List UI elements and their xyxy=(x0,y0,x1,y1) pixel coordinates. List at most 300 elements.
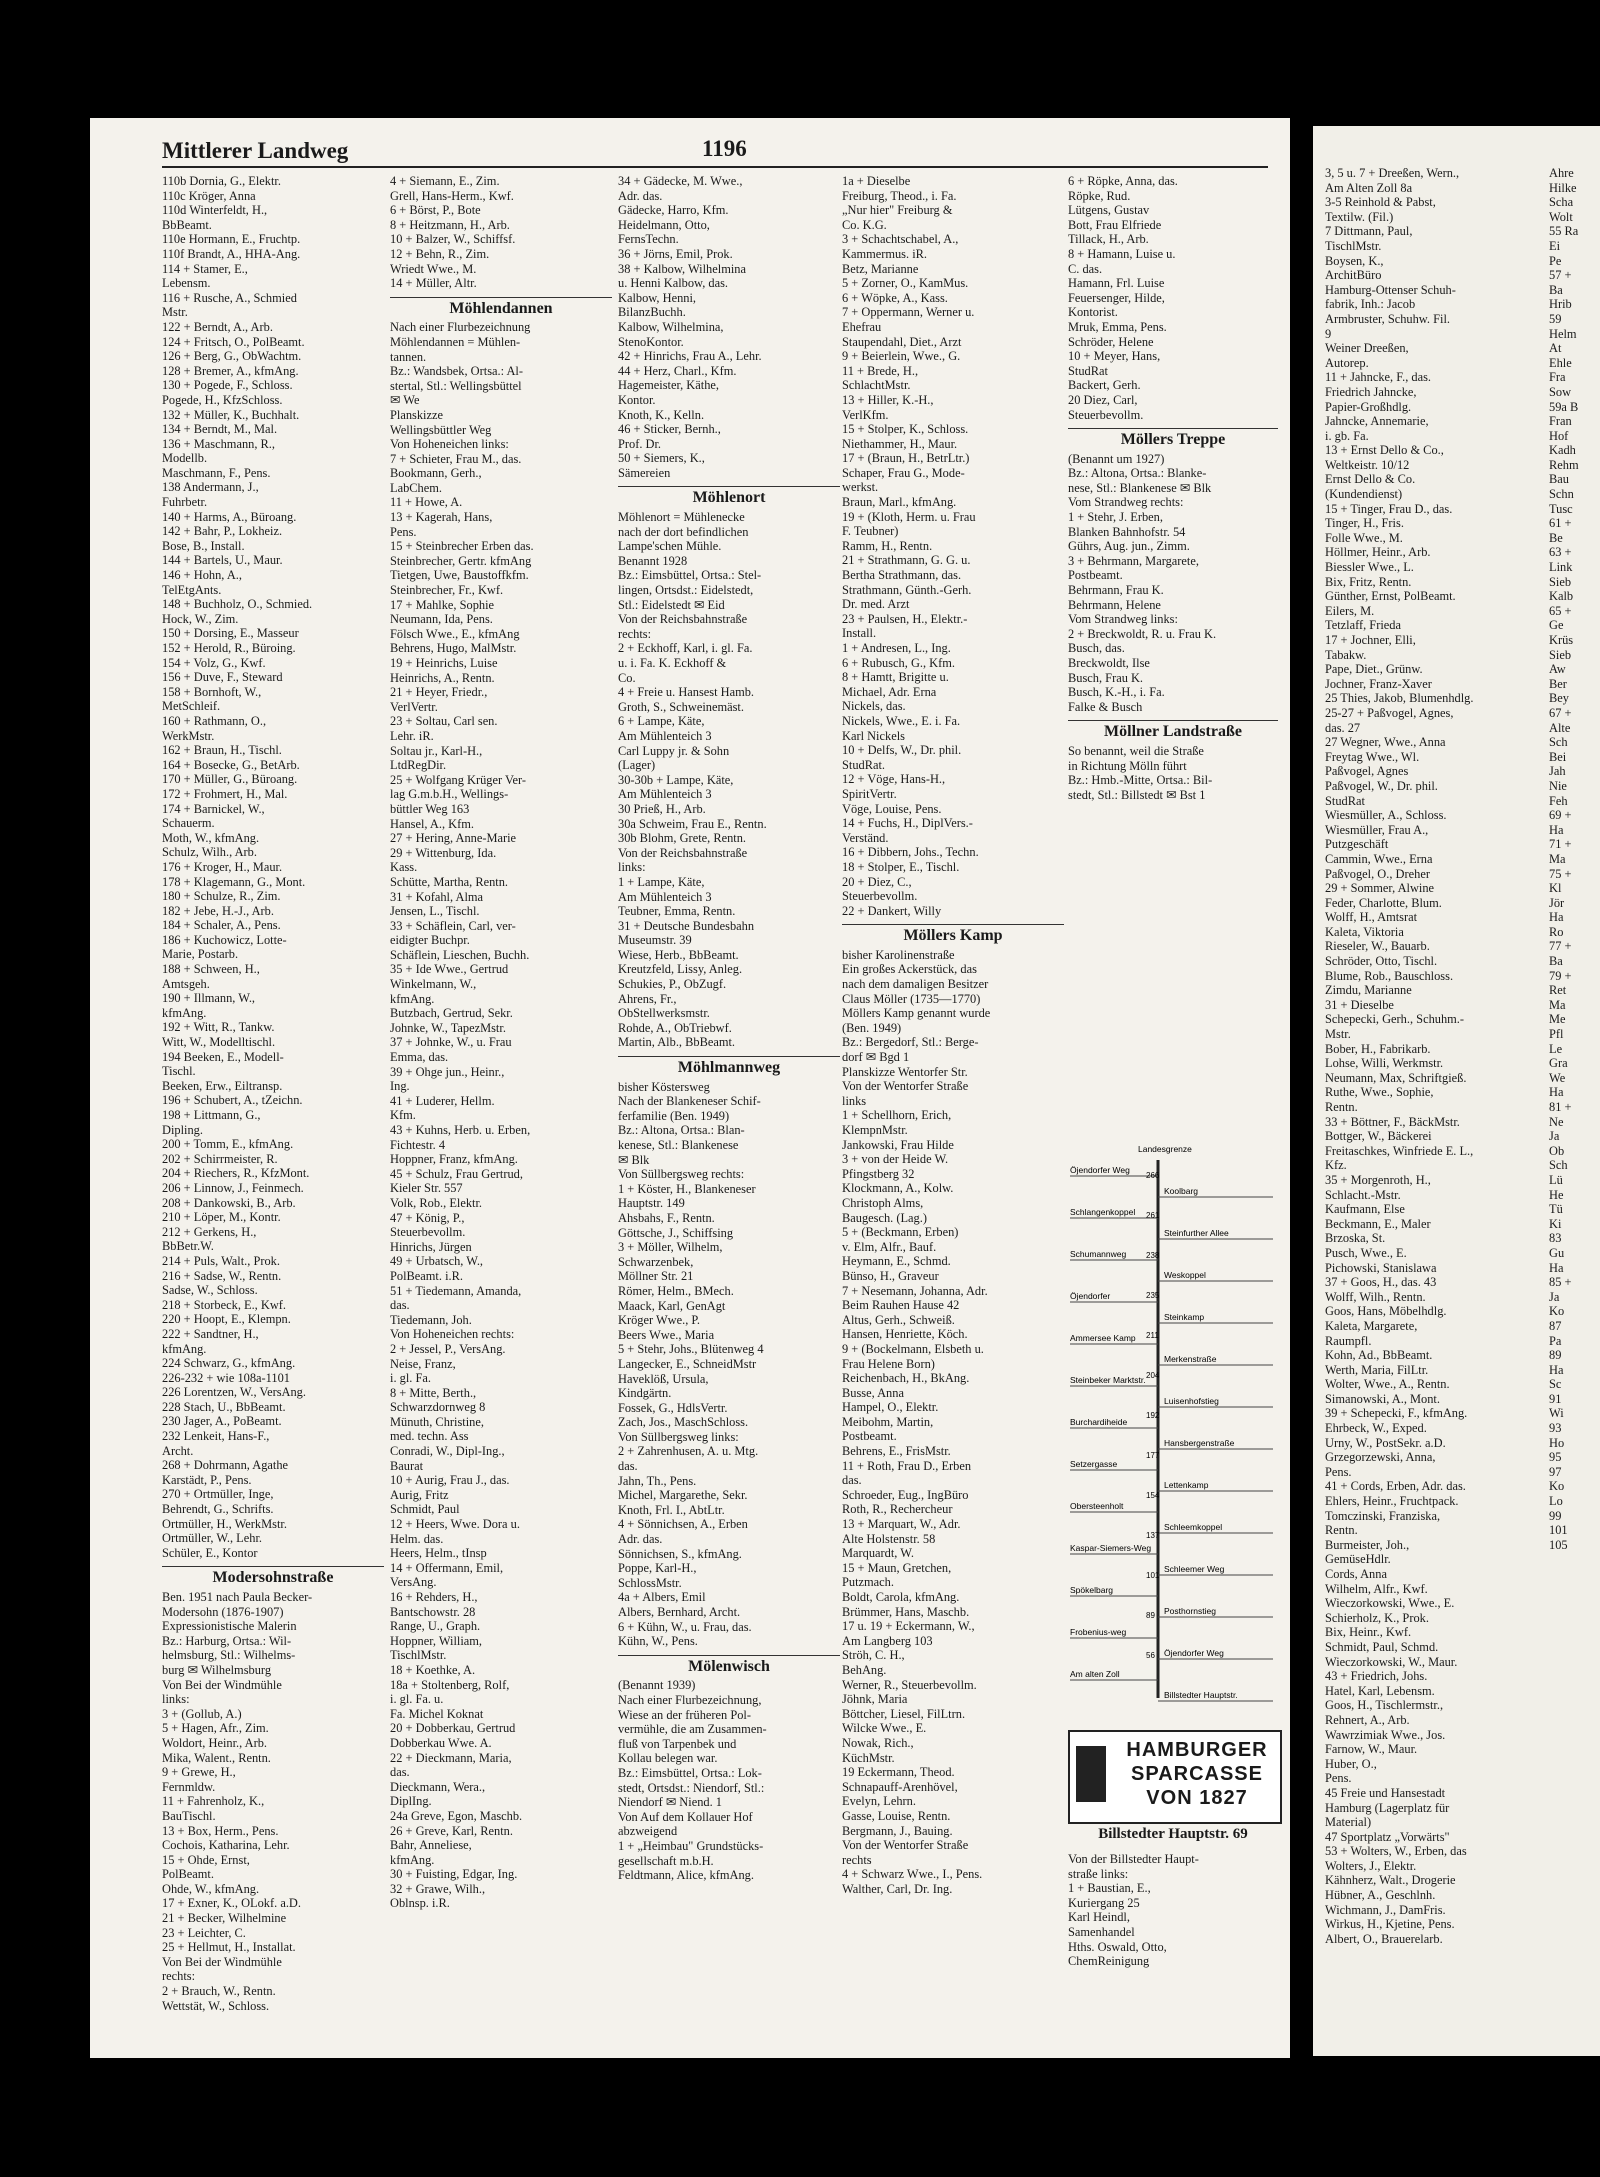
map-street-label: Lettenkamp xyxy=(1164,1480,1209,1490)
directory-entry: Ha xyxy=(1549,1085,1564,1100)
directory-entry: Pens. xyxy=(390,524,417,539)
directory-entry: 53 + Wolters, W., Erben, das xyxy=(1325,1844,1467,1859)
directory-entry: 21 + Becker, Wilhelmine xyxy=(162,1911,287,1926)
directory-entry: 95 xyxy=(1549,1450,1562,1465)
directory-entry: 1 + Köster, H., Blankeneser xyxy=(618,1181,756,1196)
directory-entry: BbBetr.W. xyxy=(162,1239,214,1254)
directory-entry: Rentn. xyxy=(1325,1523,1358,1538)
directory-entry: Amtsgeh. xyxy=(162,976,210,991)
directory-entry: vermühle, die am Zusammen- xyxy=(618,1722,767,1737)
directory-entry: 63 + xyxy=(1549,545,1572,560)
directory-entry: Pogede, H., KfzSchloss. xyxy=(162,392,283,407)
directory-entry: 26 + Greve, Karl, Rentn. xyxy=(390,1823,513,1838)
directory-entry: Jöhnk, Maria xyxy=(842,1692,908,1707)
directory-entry: ferfamilie (Ben. 1949) xyxy=(618,1108,730,1123)
directory-entry: Wieczorkowski, W., Maur. xyxy=(1325,1654,1458,1669)
directory-entry: Breckwoldt, Ilse xyxy=(1068,656,1150,670)
directory-entry: Poppe, Karl-H., xyxy=(618,1561,697,1576)
directory-entry: Helm xyxy=(1549,326,1577,341)
directory-entry: ArchitBüro xyxy=(1325,268,1382,283)
directory-entry: 2 + Eckhoff, Karl, i. gl. Fa. xyxy=(618,641,753,656)
directory-entry: VerlKfm. xyxy=(842,407,889,422)
directory-entry: We xyxy=(1549,1070,1566,1085)
directory-entry: 186 + Kuchowicz, Lotte- xyxy=(162,932,287,947)
directory-entry: Knoth, Frl. I., AbtLtr. xyxy=(618,1502,725,1517)
directory-entry: Möllers Kamp genannt wurde xyxy=(842,1006,991,1021)
directory-entry: 9 xyxy=(1325,326,1332,341)
directory-entry: Michael, Adr. Erna xyxy=(842,684,937,699)
directory-entry: 101 xyxy=(1549,1523,1568,1538)
directory-entry: 2 + Brauch, W., Rentn. xyxy=(162,1984,276,1999)
directory-entry: Beers Wwe., Maria xyxy=(618,1327,715,1342)
directory-entry: burg ✉ Wilhelmsburg xyxy=(162,1662,272,1677)
directory-entry: Soltau jr., Karl-H., xyxy=(390,743,483,758)
section-title: Möllers Treppe xyxy=(1068,428,1278,448)
directory-entry: Boldt, Carola, kfmAng. xyxy=(842,1590,960,1604)
directory-entry: 42 + Hinrichs, Frau A., Lehr. xyxy=(618,349,762,364)
directory-entry: 41 + Cords, Erben, Adr. das. xyxy=(1325,1479,1466,1494)
directory-entry: 16 + Dibbern, Johs., Techn. xyxy=(842,845,979,860)
directory-entry: Heinrichs, A., Rentn. xyxy=(390,670,495,685)
directory-entry: Schmidt, Paul, Schmd. xyxy=(1325,1639,1439,1654)
directory-entry: Rentn. xyxy=(1325,1100,1358,1114)
directory-entry: Modersohn (1876-1907) xyxy=(162,1604,284,1619)
directory-entry: das. 27 xyxy=(1325,720,1361,735)
directory-entry: Tü xyxy=(1549,1202,1563,1217)
directory-entry: bisher Karolinenstraße xyxy=(842,947,955,962)
directory-entry: 81 + xyxy=(1549,1100,1572,1114)
directory-entry: Claus Möller (1735—1770) xyxy=(842,991,981,1006)
directory-entry: Kfz. xyxy=(1325,1158,1347,1173)
directory-entry: 11 + Brede, H., xyxy=(842,363,919,378)
directory-entry: Schwarzenbek, xyxy=(618,1254,694,1269)
directory-entry: Cords, Anna xyxy=(1325,1567,1387,1581)
map-street-label: Weskoppel xyxy=(1164,1270,1206,1280)
directory-entry: Höllmer, Heinr., Arb. xyxy=(1325,545,1431,560)
directory-entry: 1 + Schellhorn, Erich, xyxy=(842,1108,952,1123)
directory-entry: 43 + Friedrich, Johs. xyxy=(1325,1669,1428,1684)
directory-entry: Ha xyxy=(1549,1362,1564,1377)
directory-entry: Sc xyxy=(1549,1377,1562,1392)
directory-entry: Gührs, Aug. jun., Zimm. xyxy=(1068,539,1190,554)
directory-entry: Dipling. xyxy=(162,1122,203,1137)
column-5-continued xyxy=(1068,1852,1278,1969)
directory-entry: 30 Prieß, H., Arb. xyxy=(618,801,706,816)
directory-entry: 11 + Jahncke, F., das. xyxy=(1325,370,1432,385)
directory-entry: Hatel, Karl, Lebensm. xyxy=(1325,1683,1435,1698)
directory-entry: SchlachtMstr. xyxy=(842,378,911,393)
directory-entry: nese, Stl.: Blankenese ✉ Blk xyxy=(1068,480,1212,495)
directory-entry: Hamburg (Lagerplatz für xyxy=(1325,1800,1450,1815)
directory-entry: Frau Helene Born) xyxy=(842,1356,935,1371)
directory-entry: Urny, W., PostSekr. a.D. xyxy=(1325,1435,1446,1450)
directory-entry: 150 + Dorsing, E., Masseur xyxy=(162,626,299,641)
directory-entry: Bau xyxy=(1549,472,1569,487)
directory-entry: Volk, Rob., Elektr. xyxy=(390,1195,483,1210)
directory-entry: Schepecki, Gerh., Schuhm.- xyxy=(1325,1012,1465,1027)
directory-entry: 4 + Freie u. Hansest Hamb. xyxy=(618,685,755,700)
directory-entry: Von Süllbergsweg links: xyxy=(618,1429,739,1444)
street-sketch-map xyxy=(1068,1138,1278,1718)
directory-entry: 14 + Offermann, Emil, xyxy=(390,1560,504,1575)
directory-entry: Tabakw. xyxy=(1325,647,1367,662)
directory-entry: Weiner Dreeßen, xyxy=(1325,341,1409,356)
ad-line: HAMBURGER xyxy=(1126,1739,1268,1761)
directory-entry: Behrens, Hugo, MalMstr. xyxy=(390,641,517,656)
directory-entry: büttler Weg 163 xyxy=(390,801,470,816)
map-street-label: Schumannweg xyxy=(1070,1249,1127,1259)
column-5 xyxy=(1068,174,1278,802)
directory-entry: 87 xyxy=(1549,1318,1562,1333)
directory-entry: 79 + xyxy=(1549,968,1572,983)
directory-entry: Busch, K.-H., i. Fa. xyxy=(1068,685,1165,700)
directory-entry: 41 + Luderer, Hellm. xyxy=(390,1093,495,1108)
directory-entry: StenoKontor. xyxy=(618,334,684,349)
map-street-label: Koolbarg xyxy=(1164,1186,1199,1196)
directory-entry: 15 + Steinbrecher Erben das. xyxy=(390,539,534,554)
directory-entry: Göttsche, J., Schiffsing xyxy=(618,1225,734,1240)
directory-entry: 25 + Hellmut, H., Installat. xyxy=(162,1940,296,1955)
directory-entry: 184 + Schaler, A., Pens. xyxy=(162,918,281,933)
directory-entry: Material) xyxy=(1325,1815,1372,1830)
directory-entry: Behrmann, Helene xyxy=(1068,597,1161,612)
directory-entry: Am Alten Zoll 8a xyxy=(1325,180,1413,195)
directory-entry: Möllner Str. 21 xyxy=(618,1269,694,1284)
directory-entry: 114 + Stamer, E., xyxy=(162,261,248,276)
directory-entry: 21 + Strathmann, G. G. u. xyxy=(842,553,971,568)
directory-entry: Freitaschkes, Winfriede E. L., xyxy=(1325,1143,1474,1158)
directory-entry: Nach einer Flurbezeichnung, xyxy=(618,1692,762,1707)
directory-entry: Sämereien xyxy=(618,465,671,480)
directory-entry: Knoth, K., Kelln. xyxy=(618,407,705,422)
directory-entry: Bz.: Wandsbek, Ortsa.: Al- xyxy=(390,364,523,379)
directory-entry: Huber, O., xyxy=(1325,1756,1377,1771)
directory-entry: 13 + Box, Herm., Pens. xyxy=(162,1823,279,1838)
directory-entry: Co. xyxy=(618,670,636,685)
directory-entry: Hoppner, Franz, kfmAng. xyxy=(390,1152,518,1167)
section-title: Möhlendannen xyxy=(390,297,612,317)
directory-entry: Nach der Blankeneser Schif- xyxy=(618,1094,761,1109)
map-house-number: 56 xyxy=(1146,1651,1155,1660)
directory-entry: 10 + Aurig, Frau J., das. xyxy=(390,1473,510,1488)
directory-entry: 34 + Gädecke, M. Wwe., xyxy=(618,174,743,188)
directory-entry: 15 + Stolper, K., Schloss. xyxy=(842,422,969,437)
directory-entry: StudRat xyxy=(1068,363,1108,378)
directory-entry: Putzmach. xyxy=(842,1575,894,1590)
directory-entry: BilanzBuchh. xyxy=(618,305,686,320)
map-street-label: Öjendorfer Weg xyxy=(1164,1648,1224,1658)
directory-entry: 17 + Exner, K., OLokf. a.D. xyxy=(162,1896,301,1911)
directory-entry: straße links: xyxy=(1068,1866,1129,1881)
directory-entry: StudRat xyxy=(1325,793,1365,808)
directory-entry: Ortmüller, W., Lehr. xyxy=(162,1531,262,1546)
directory-entry: Wolters, J., Elektr. xyxy=(1325,1858,1417,1873)
directory-entry: Neumann, Max, Schriftgieß. xyxy=(1325,1070,1467,1085)
directory-entry: Farnow, W., Maur. xyxy=(1325,1742,1418,1757)
directory-entry: Ge xyxy=(1549,618,1564,633)
directory-entry: 136 + Maschmann, R., xyxy=(162,436,275,451)
directory-entry: Von der Wentorfer Straße xyxy=(842,1838,969,1853)
directory-entry: in Richtung Mölln führt xyxy=(1068,758,1187,773)
directory-entry: Wiese an der früheren Pol- xyxy=(618,1707,751,1722)
directory-entry: 19 Eckermann, Theod. xyxy=(842,1765,955,1780)
directory-entry: Bz.: Eimsbüttel, Ortsa.: Lok- xyxy=(618,1765,762,1780)
directory-entry: Betz, Marianne xyxy=(842,261,919,276)
directory-entry: 182 + Jebe, H.-J., Arb. xyxy=(162,903,274,918)
directory-entry: 16 + Rehders, H., xyxy=(390,1590,478,1604)
directory-entry: lag G.m.b.H., Wellings- xyxy=(390,787,509,802)
directory-entry: bisher Köstersweg xyxy=(618,1079,710,1094)
directory-entry: 12 + Heers, Wwe. Dora u. xyxy=(390,1517,520,1532)
section-title: Möhlmannweg xyxy=(618,1056,840,1076)
directory-entry: Lampe'schen Mühle. xyxy=(618,539,722,554)
directory-entry: 59a B xyxy=(1549,399,1579,414)
directory-entry: 25-27 + Paßvogel, Agnes, xyxy=(1325,705,1454,720)
directory-entry: abzweigend xyxy=(618,1824,678,1839)
directory-entry: Ja xyxy=(1549,1289,1560,1304)
directory-entry: Adr. das. xyxy=(618,188,663,203)
directory-entry: MetSchleif. xyxy=(162,699,221,714)
directory-entry: So benannt, weil die Straße xyxy=(1068,743,1204,758)
directory-entry: 18 + Koethke, A. xyxy=(390,1662,476,1677)
directory-entry: Busch, Frau K. xyxy=(1068,670,1144,685)
directory-entry: Bz.: Eimsbüttel, Ortsa.: Stel- xyxy=(618,568,762,583)
directory-entry: 110e Hormann, E., Fruchtp. xyxy=(162,232,301,247)
directory-entry: 10 + Meyer, Hans, xyxy=(1068,349,1161,364)
directory-entry: Rehnert, A., Arb. xyxy=(1325,1712,1410,1727)
directory-entry: Tusc xyxy=(1549,501,1573,516)
map-house-number: 137 xyxy=(1146,1531,1160,1540)
ad-line: SPARCASSE xyxy=(1131,1763,1263,1785)
directory-entry: 9 + Grewe, H., xyxy=(162,1765,236,1780)
directory-entry: 33 + Böttner, F., BäckMstr. xyxy=(1325,1114,1460,1129)
directory-entry: 61 + xyxy=(1549,516,1572,531)
directory-entry: „Nur hier" Freiburg & xyxy=(842,203,953,218)
directory-entry: ✉ Blk xyxy=(618,1152,650,1167)
map-street-label: Schlangenkoppel xyxy=(1070,1207,1136,1217)
directory-entry: KlempnMstr. xyxy=(842,1123,908,1137)
directory-entry: 99 xyxy=(1549,1508,1562,1523)
directory-entry: Paßvogel, Agnes xyxy=(1325,764,1409,779)
directory-entry: 3 + Möller, Wilhelm, xyxy=(618,1240,723,1255)
directory-entry: 37 + Johnke, W., u. Frau xyxy=(390,1035,512,1050)
map-street-label: Öjendorfer xyxy=(1070,1291,1111,1301)
directory-entry: Beeken, Erw., Eiltransp. xyxy=(162,1078,283,1093)
directory-entry: Bz.: Bergedorf, Stl.: Berge- xyxy=(842,1035,979,1050)
directory-entry: Ro xyxy=(1549,924,1564,939)
directory-entry: Albers, Bernhard, Archt. xyxy=(618,1605,741,1619)
directory-entry: 97 xyxy=(1549,1464,1562,1479)
directory-entry: Vom Strandweg rechts: xyxy=(1068,495,1184,510)
directory-entry: Werner, R., Steuerbevollm. xyxy=(842,1677,977,1692)
directory-entry: Wolff, H., Amtsrat xyxy=(1325,910,1418,925)
directory-entry: FernsTechn. xyxy=(618,232,679,247)
directory-entry: 35 + Ide Wwe., Gertrud xyxy=(390,962,509,977)
directory-entry: Tinger, H., Fris. xyxy=(1325,516,1404,531)
directory-entry: Von Bei der Windmühle xyxy=(162,1954,282,1969)
directory-entry: Rohde, A., ObTriebwf. xyxy=(618,1020,732,1035)
map-house-number: 204 xyxy=(1146,1371,1160,1380)
directory-entry: Boysen, K., xyxy=(1325,253,1384,268)
directory-entry: 216 + Sadse, W., Rentn. xyxy=(162,1268,282,1283)
directory-entry: 194 Beeken, E., Modell- xyxy=(162,1049,284,1064)
directory-entry: 11 + Roth, Frau D., Erben xyxy=(842,1458,972,1473)
directory-entry: Bober, H., Fabrikarb. xyxy=(1325,1041,1431,1056)
directory-entry: Wilhelm, Alfr., Kwf. xyxy=(1325,1581,1428,1596)
directory-entry: Brümmer, Hans, Maschb. xyxy=(842,1604,970,1619)
directory-entry: Hrib xyxy=(1549,297,1572,312)
directory-entry: Feder, Charlotte, Blum. xyxy=(1325,895,1442,910)
directory-entry: 39 + Ohge jun., Heinr., xyxy=(390,1064,505,1079)
section-title: Mölenwisch xyxy=(618,1655,840,1675)
directory-entry: 12 + Behn, R., Zim. xyxy=(390,246,490,261)
directory-entry: Kontor. xyxy=(618,392,656,407)
directory-entry: 148 + Buchholz, O., Schmied. xyxy=(162,597,313,612)
directory-entry: Folle Wwe., M. xyxy=(1325,530,1403,545)
map-house-number: 177 xyxy=(1146,1451,1160,1460)
directory-entry: 5 + (Beckmann, Erben) xyxy=(842,1225,959,1240)
directory-entry: TischlMstr. xyxy=(390,1648,447,1663)
directory-entry: 32 + Grawe, Wilh., xyxy=(390,1881,486,1896)
directory-entry: fabrik, Inh.: Jacob xyxy=(1325,297,1416,312)
directory-entry: 128 + Bremer, A., kfmAng. xyxy=(162,363,299,378)
directory-entry: 15 + Maun, Gretchen, xyxy=(842,1560,952,1575)
directory-entry: 4 + Sönnichsen, A., Erben xyxy=(618,1517,748,1532)
directory-entry: Fichtestr. 4 xyxy=(390,1137,446,1152)
directory-entry: Ahsbahs, F., Rentn. xyxy=(618,1210,715,1225)
directory-entry: Reichenbach, H., BkAng. xyxy=(842,1371,970,1386)
directory-entry: Bz.: Hmb.-Mitte, Ortsa.: Bil- xyxy=(1068,773,1213,788)
directory-entry: Vöge, Louise, Pens. xyxy=(842,801,942,816)
directory-entry: 226 Lorentzen, W., VersAng. xyxy=(162,1385,306,1400)
directory-entry: Tillack, H., Arb. xyxy=(1068,232,1149,247)
directory-entry: 122 + Berndt, A., Arb. xyxy=(162,319,273,334)
directory-entry: Wriedt Wwe., M. xyxy=(390,261,477,276)
directory-entry: gesellschaft m.b.H. xyxy=(618,1853,714,1868)
directory-entry: Burmeister, Joh., xyxy=(1325,1537,1410,1552)
directory-entry: Sch xyxy=(1549,1158,1568,1173)
directory-entry: Nie xyxy=(1549,778,1567,793)
directory-entry: Cochois, Katharina, Lehr. xyxy=(162,1838,290,1853)
directory-entry: 200 + Tomm, E., kfmAng. xyxy=(162,1137,294,1152)
directory-entry: 3-5 Reinhold & Pabst, xyxy=(1325,195,1436,210)
section-title: Modersohnstraße xyxy=(162,1566,384,1586)
directory-entry: Hagemeister, Käthe, xyxy=(618,378,719,393)
directory-entry: 30-30b + Lampe, Käte, xyxy=(618,772,734,787)
directory-entry: Raumpfl. xyxy=(1325,1333,1372,1348)
directory-entry: Tiedemann, Joh. xyxy=(390,1312,472,1327)
directory-entry: 69 + xyxy=(1549,808,1572,823)
directory-entry: Bz.: Harburg, Ortsa.: Wil- xyxy=(162,1633,292,1648)
directory-entry: Verständ. xyxy=(842,830,889,845)
directory-entry: Jankowski, Frau Hilde xyxy=(842,1137,954,1152)
directory-entry: 22 + Dieckmann, Maria, xyxy=(390,1750,512,1765)
directory-entry: Gu xyxy=(1549,1245,1565,1260)
directory-entry: Roth, R., Rechercheur xyxy=(842,1502,953,1517)
directory-entry: 212 + Gerkens, H., xyxy=(162,1224,257,1239)
section-title: Möllers Kamp xyxy=(842,924,1064,944)
directory-entry: Klockmann, A., Kolw. xyxy=(842,1181,954,1196)
map-street-label: Öjendorfer Weg xyxy=(1070,1165,1130,1175)
directory-entry: 134 + Berndt, M., Mal. xyxy=(162,422,278,437)
page-number: 1196 xyxy=(702,136,747,161)
directory-entry: Kieler Str. 557 xyxy=(390,1181,463,1196)
directory-entry: VerlVertr. xyxy=(390,699,438,714)
directory-entry: Zimdu, Marianne xyxy=(1325,983,1412,998)
directory-entry: Staupendahl, Diet., Arzt xyxy=(842,334,962,349)
directory-entry: Kaufmann, Else xyxy=(1325,1202,1405,1217)
directory-entry: Pape, Diet., Grünw. xyxy=(1325,662,1423,677)
directory-entry: Nach einer Flurbezeichnung xyxy=(390,320,531,335)
directory-entry: 140 + Harms, A., Büroang. xyxy=(162,509,297,524)
directory-entry: 228 Stach, U., BbBeamt. xyxy=(162,1399,286,1414)
directory-entry: 268 + Dohrmann, Agathe xyxy=(162,1458,289,1473)
header-rule xyxy=(162,166,1268,168)
directory-entry: Schütte, Martha, Rentn. xyxy=(390,874,509,889)
directory-entry: Schierholz, K., Prok. xyxy=(1325,1610,1429,1625)
directory-entry: Kreutzfeld, Lissy, Anleg. xyxy=(618,962,743,977)
directory-entry: 126 + Berg, G., ObWachtm. xyxy=(162,349,302,364)
directory-entry: Nickels, das. xyxy=(842,699,906,714)
directory-entry: links: xyxy=(162,1692,190,1707)
directory-entry: 39 + Schepecki, F., kfmAng. xyxy=(1325,1406,1468,1421)
directory-entry: 27 Wegner, Wwe., Anna xyxy=(1325,735,1446,750)
directory-entry: werkst. xyxy=(842,480,879,495)
directory-entry: Freytag Wwe., Wl. xyxy=(1325,749,1420,764)
directory-entry: Ramm, H., Rentn. xyxy=(842,538,933,553)
directory-entry: 202 + Schirrmeister, R. xyxy=(162,1151,278,1166)
directory-entry: Link xyxy=(1549,560,1573,575)
directory-entry: tannen. xyxy=(390,349,427,364)
directory-entry: 44 + Herz, Charl., Kfm. xyxy=(618,363,737,378)
directory-entry: 15 + Ohde, Ernst, xyxy=(162,1852,250,1867)
directory-entry: Tetzlaff, Frieda xyxy=(1325,618,1401,633)
directory-entry: Albert, O., Brauerelarb. xyxy=(1325,1931,1443,1946)
map-street-label: Landesgrenze xyxy=(1138,1144,1192,1154)
directory-entry: kfmAng. xyxy=(162,1005,207,1020)
directory-entry: 29 + Sommer, Alwine xyxy=(1325,881,1435,896)
directory-entry: Co. K.G. xyxy=(842,217,887,232)
directory-entry: 47 + König, P., xyxy=(390,1210,465,1225)
directory-entry: Steuerbevollm. xyxy=(1068,407,1144,422)
directory-entry: 230 Jager, A., PoBeamt. xyxy=(162,1414,282,1429)
directory-entry: Schüler, E., Kontor xyxy=(162,1545,258,1560)
directory-entry: 25 + Wolfgang Krüger Ver- xyxy=(390,772,527,787)
directory-entry: Neise, Franz, xyxy=(390,1356,456,1371)
directory-entry: 59 xyxy=(1549,311,1562,326)
directory-entry: Hof xyxy=(1549,428,1569,443)
directory-entry: Kalb xyxy=(1549,589,1574,604)
directory-entry: Pe xyxy=(1549,253,1562,268)
directory-entry: 89 xyxy=(1549,1348,1562,1363)
directory-entry: Von Hoheneichen rechts: xyxy=(390,1327,515,1342)
directory-entry: Postbeamt. xyxy=(1068,568,1123,583)
map-street-label: Posthornstieg xyxy=(1164,1606,1216,1616)
directory-entry: Jahncke, Annemarie, xyxy=(1325,414,1429,429)
directory-entry: Hamburg-Ottenser Schuh- xyxy=(1325,282,1456,297)
directory-entry: Johnke, W., TapezMstr. xyxy=(390,1020,506,1035)
directory-entry: 1 + Andresen, L., Ing. xyxy=(842,641,951,655)
directory-entry: Museumstr. 39 xyxy=(618,933,692,948)
directory-entry: kfmAng. xyxy=(390,1852,435,1867)
directory-entry: 1a + Dieselbe xyxy=(842,174,911,188)
directory-entry: 10 + Balzer, W., Schiffsf. xyxy=(390,232,516,247)
directory-entry: Sch xyxy=(1549,735,1568,750)
directory-entry: Kähnherz, Walt., Drogerie xyxy=(1325,1873,1456,1888)
directory-entry: 188 + Schween, H., xyxy=(162,962,260,977)
directory-entry: Hinrichs, Jürgen xyxy=(390,1239,472,1254)
directory-entry: eidigter Buchpr. xyxy=(390,933,470,948)
